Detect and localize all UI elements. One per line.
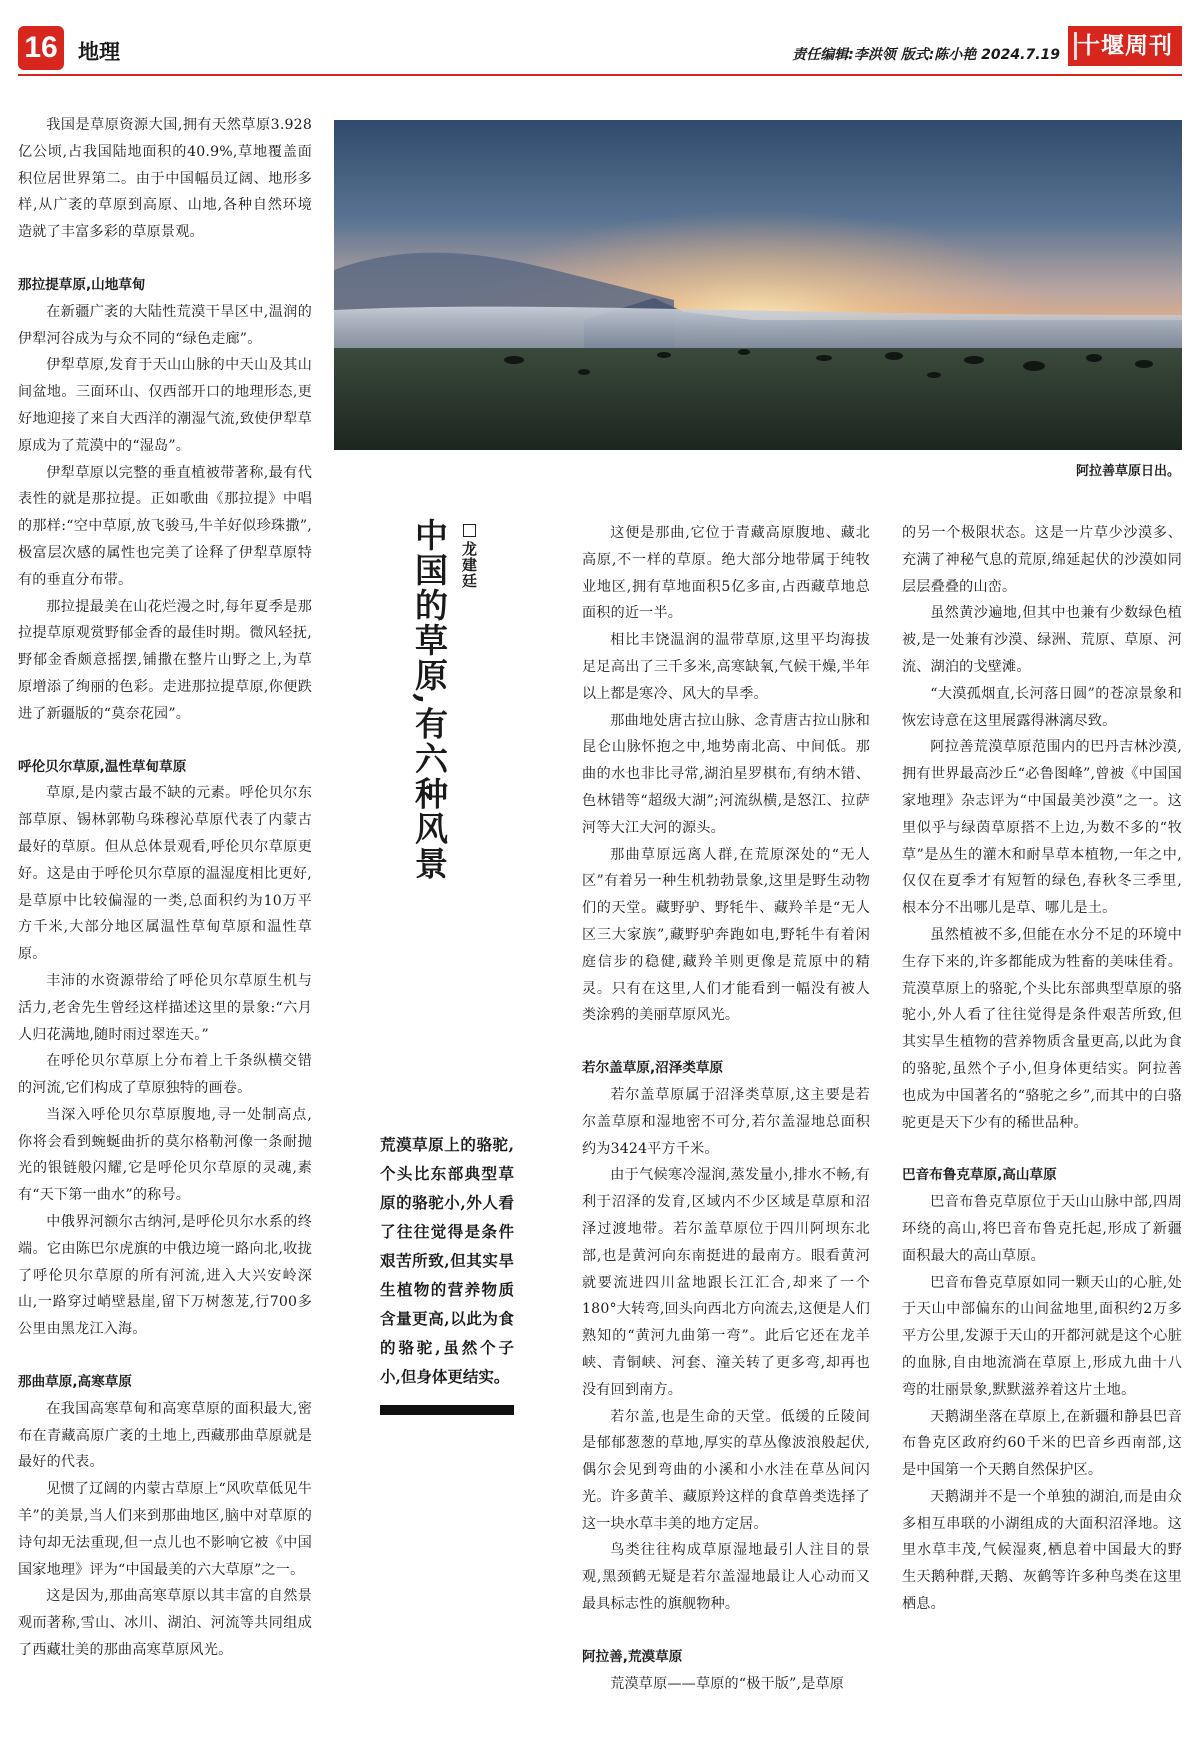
paragraph: 的另一个极限状态。这是一片草少沙漠多、充满了神秘气息的荒原,绵延起伏的沙漠如同层层叠叠的山峦。 [902,525,1182,595]
paragraph: 荒漠草原——草原的“极干版”,是草原 [610,1675,845,1692]
photo-caption: 阿拉善草原日出。 [1075,464,1180,479]
section-heading-hulunbuir: 呼伦贝尔草原,温性草甸草原 [18,758,187,775]
paragraph: 草原,是内蒙古最不缺的元素。呼伦贝尔东部草原、锡林郭勒乌珠穆沁草原代表了内蒙古最好的草原。但从总体景观看,呼伦贝尔草原更好。这是由于呼伦贝尔草原的温湿度相比更好,是草原中比较偏湿的一类,总面积约为10万平方千米,大部分地区属温性草甸草原和温性草原。 [18,785,312,963]
paragraph: 当深入呼伦贝尔草原腹地,寻一处制高点,你将会看到蜿蜒曲折的莫尔格勒河像一条耐抛光的银链般闪耀,它是呼伦贝尔草原的灵魂,素有“天下第一曲水”的称号。 [18,1106,312,1204]
section-heading-bayinbuluke: 巴音布鲁克草原,高山草原 [902,1167,1057,1184]
paragraph: 这是因为,那曲高寒草原以其丰富的自然景观而著称,雪山、冰川、湖泊、河流等共同组成了西藏壮美的那曲高寒草原风光。 [18,1588,312,1659]
paragraph: 丰沛的水资源带给了呼伦贝尔草原生机与活力,老舍先生曾经这样描述这里的景象:“六月人归花满地,随时雨过翠连天。” [18,972,312,1043]
paragraph: 在呼伦贝尔草原上分布着上千条纵横交错的河流,它们构成了草原独特的画卷。 [18,1053,312,1097]
article-column-3 [582,520,870,1697]
paragraph: 虽然植被不多,但能在水分不足的环境中生存下来的,许多都能成为牲畜的美味佳肴。荒漠草原上的骆驼,个头比东部典型草原的骆驼小,外人看了往往觉得是条件艰苦所致,但其实旱生植物的营养物质含量更高,以此为食的骆驼,虽然个子小,但身体更结实。阿拉善也成为中国著名的“骆驼之乡”,而其中的白骆驼更是天下少有的稀世品种。 [902,926,1182,1131]
paragraph: 巴音布鲁克草原如同一颗天山的心脏,处于天山中部偏东的山间盆地里,面积约2万多平方公里,发源于天山的开都河就是这个心脏的血脉,自由地流淌在草原上,形成九曲十八弯的壮丽景象,默默滋养着这片土地。 [902,1274,1182,1398]
section-heading-zoige: 若尔盖草原,沼泽类草原 [582,1060,724,1077]
section-heading-nalati: 那拉提草原,山地草甸 [18,276,146,293]
paragraph: 巴音布鲁克草原位于天山山脉中部,四周环绕的高山,将巴音布鲁克托起,形成了新疆面积最大的高山草原。 [902,1194,1182,1264]
grassland-sunrise-photo [334,120,1182,450]
article-title: 中国的草原,有六种风景 [410,518,449,882]
section-heading-alxa: 阿拉善,荒漠草原 [582,1648,683,1665]
paragraph: 那曲地处唐古拉山脉、念青唐古拉山脉和昆仑山脉怀抱之中,地势南北高、中间低。那曲的水也非比寻常,湖泊星罗棋布,有纳木错、色林错等“超级大湖”;河流纵横,是怒江、拉萨河等大江大河的源头。 [582,712,870,836]
paragraph: 若尔盖,也是生命的天堂。低缓的丘陵间是郁郁葱葱的草地,厚实的草丛像波浪般起伏,偶尔会见到弯曲的小溪和小水洼在草丛间闪光。许多黄羊、藏原羚这样的食草兽类选择了这一块水草丰美的地方定居。 [582,1408,870,1532]
pull-quote: 荒漠草原上的骆驼,个头比东部典型草原的骆驼小,外人看了往往觉得是条件艰苦所致,但其实旱生植物的营养物质含量更高,以此为食的骆驼,虽然个子小,但身体更结实。 [380,1135,514,1386]
section-title: 地理 [78,40,120,64]
paragraph: 那曲草原远离人群,在荒原深处的“无人区”有着另一种生机勃勃景象,这里是野生动物们的天堂。藏野驴、野牦牛、藏羚羊是“无人区三大家族”,藏野驴奔跑如电,野牦牛有着闲庭信步的稳健,藏羚羊则更像是荒原中的精灵。只有在这里,人们才能看到一幅没有被人类涂鸦的美丽草原风光。 [582,846,870,1024]
author-byline [459,524,480,589]
article-intro: 我国是草原资源大国,拥有天然草原3.928亿公顷,占我国陆地面积的40.9%,草地覆盖面积位居世界第二。由于中国幅员辽阔、地形多样,从广袤的草原到高原、山地,各种自然环境造就了丰富多彩的草原景观。 [18,117,312,241]
paragraph: 见惯了辽阔的内蒙古草原上“风吹草低见牛羊”的美景,当人们来到那曲地区,脑中对草原的诗句却无法重现,但一点儿也不影响它被《中国国家地理》评为“中国最美的六大草原”之一。 [18,1481,312,1578]
paragraph: 在我国高寒草甸和高寒草原的面积最大,密布在青藏高原广袤的土地上,西藏那曲草原就是最好的代表。 [18,1400,312,1471]
paragraph: 这便是那曲,它位于青藏高原腹地、藏北高原,不一样的草原。绝大部分地带属于纯牧业地区,拥有草地面积5亿多亩,占西藏草地总面积的近一半。 [582,525,870,622]
paragraph: 相比丰饶温润的温带草原,这里平均海拔足足高出了三千多米,高寒缺氧,气候干燥,半年以上都是寒冷、风大的旱季。 [582,632,870,702]
paragraph: 那拉提最美在山花烂漫之时,每年夏季是那拉提草原观赏野郁金香的最佳时期。微风轻抚,野郁金香颇意摇摆,铺撒在整片山野之上,为草原增添了绚丽的色彩。走进那拉提草原,你便跌进了新疆版的“莫奈花园”。 [18,598,312,722]
paragraph: 若尔盖草原属于沼泽类草原,这主要是若尔盖草原和湿地密不可分,若尔盖湿地总面积约为3424平方千米。 [582,1086,870,1157]
article-column-4 [902,520,1182,1618]
byline-box-icon [463,524,476,537]
paragraph: 天鹅湖并不是一个单独的湖泊,而是由众多相互串联的小湖组成的大面积沼泽地。这里水草丰茂,气候湿爽,栖息着中国最大的野生天鹅种群,天鹅、灰鹤等许多种鸟类在这里栖息。 [902,1488,1182,1613]
pull-quote-bar [380,1405,514,1415]
paragraph: 天鹅湖坐落在草原上,在新疆和静县巴音布鲁克区政府约60千米的巴音乡西南部,这是中国第一个天鹅自然保护区。 [902,1408,1182,1479]
newspaper-logo: 十堰周刊 [1068,26,1182,66]
paragraph: 阿拉善荒漠草原范围内的巴丹吉林沙漠,拥有世界最高沙丘“必鲁图峰”,曾被《中国国家地理》杂志评为“中国最美沙漠”之一。这里似乎与绿茵草原搭不上边,为数不多的“牧草”是丛生的灌木和耐旱草本植物,一年之中,仅仅在夏季才有短暂的绿色,春秋冬三季里,根本分不出哪儿是草、哪儿是土。 [902,739,1182,917]
paragraph: 虽然黄沙遍地,但其中也兼有少数绿色植被,是一处兼有沙漠、绿洲、荒原、草原、河流、湖泊的戈壁滩。 [902,605,1182,675]
section-heading-nagqu: 那曲草原,高寒草原 [18,1374,132,1391]
article-column-1 [18,112,312,1664]
editor-credits: 责任编辑:李洪领 版式:陈小艳 2024.7.19 [792,47,1060,63]
author-name: 龙建廷 [460,541,478,589]
paragraph: 由于气候寒冷湿润,蒸发量小,排水不畅,有利于沼泽的发育,区域内不少区域是草原和沼泽过渡地带。若尔盖草原位于四川阿坝东北部,也是黄河向东南挺进的最南方。眼看黄河就要流进四川盆地跟长江汇合,却来了一个180°大转弯,回头向西北方向流去,这便是人们熟知的“黄河九曲第一弯”。此后它还在龙羊峡、青铜峡、河套、潼关转了更多弯,却再也没有回到南方。 [582,1167,870,1398]
header-rule [18,74,1182,76]
paragraph: 伊犁草原以完整的垂直植被带著称,最有代表性的就是那拉提。正如歌曲《那拉提》中唱的那样:“空中草原,放飞骏马,牛羊好似珍珠撒”,极富层次感的属性也完美了诠释了伊犁草原特有的垂直分布带。 [18,464,312,588]
paragraph: 鸟类往往构成草原湿地最引人注目的景观,黑颈鹤无疑是若尔盖湿地最让人心动而又最具标志性的旗舰物种。 [582,1542,870,1613]
paragraph: “大漠孤烟直,长河落日圆”的苍凉景象和恢宏诗意在这里展露得淋漓尽致。 [902,685,1182,729]
paragraph: 在新疆广袤的大陆性荒漠干旱区中,温润的伊犁河谷成为与众不同的“绿色走廊”。 [18,303,312,347]
page-number: 16 [18,26,64,70]
paragraph: 伊犁草原,发育于天山山脉的中天山及其山间盆地。三面环山、仅西部开口的地理形态,更好地迎接了来自大西洋的潮湿气流,致使伊犁草原成为了荒漠中的“湿岛”。 [18,357,312,454]
paragraph: 中俄界河额尔古纳河,是呼伦贝尔水系的终端。它由陈巴尔虎旗的中俄边境一路向北,收拢了呼伦贝尔草原的所有河流,进入大兴安岭深山,一路穿过峭壁悬崖,留下万树葱茏,行700多公里由黑龙江入海。 [18,1214,312,1338]
